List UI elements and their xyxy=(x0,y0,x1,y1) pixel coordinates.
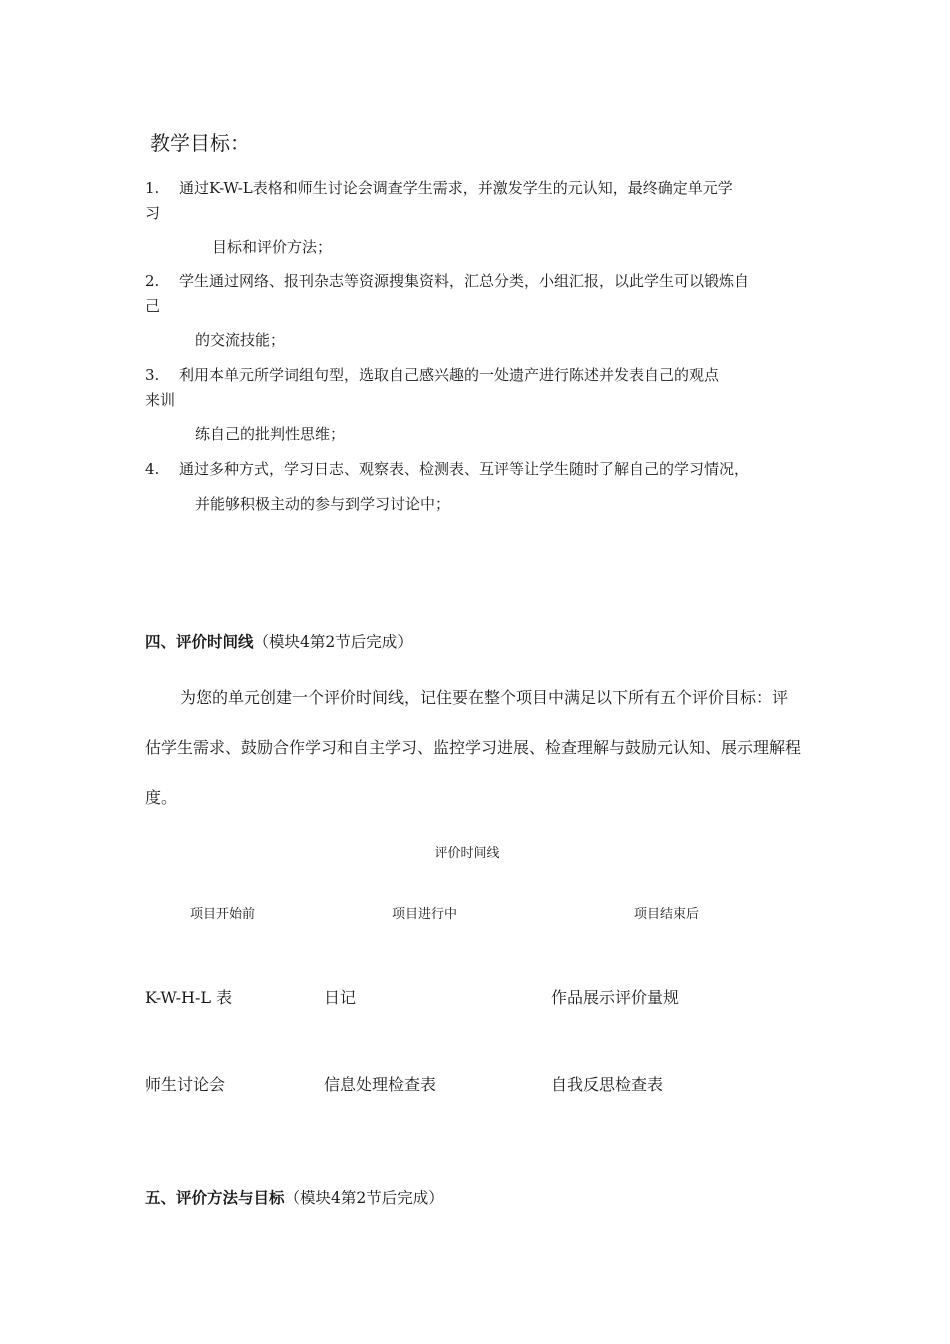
goal-item-2-number: 2. xyxy=(145,272,160,290)
goal-item-1-line2: 目标和评价方法； xyxy=(212,238,333,256)
timeline-row-2-during: 信息处理检查表 xyxy=(324,1075,437,1094)
goals-title: 教学目标： xyxy=(150,131,250,155)
section-4-heading-text: 四、评价时间线 xyxy=(145,632,254,651)
section-5-heading xyxy=(145,1186,444,1208)
goal-item-2-text: 学生通过网络、报刊杂志等资源搜集资料，汇总分类，小组汇报，以此学生可以锻炼自 xyxy=(179,272,750,290)
goal-item-3-wrap: 来训 xyxy=(145,391,176,409)
section-4-para-line-3: 度。 xyxy=(145,788,178,807)
goal-item-4-line2: 并能够积极主动的参与到学习讨论中； xyxy=(195,495,451,513)
timeline-row-1-after: 作品展示评价量规 xyxy=(551,988,680,1007)
section-4-para-line-1: 为您的单元创建一个评价时间线，记住要在整个项目中满足以下所有五个评价目标：评 xyxy=(180,688,789,707)
goal-item-1-number: 1. xyxy=(145,179,160,197)
section-5-heading-text: 五、评价方法与目标 xyxy=(145,1188,285,1207)
section-4-heading-note: （模块4第2节后完成） xyxy=(253,633,413,651)
timeline-row-1-before: K-W-H-L 表 xyxy=(145,988,233,1007)
goal-item-4-line1 xyxy=(145,458,749,479)
timeline-column-during: 项目进行中 xyxy=(392,907,458,922)
goal-item-2-wrap: 己 xyxy=(145,297,161,315)
goal-item-3-line1 xyxy=(145,364,719,385)
timeline-row-2-before: 师生讨论会 xyxy=(145,1075,226,1094)
goal-item-3-number: 3. xyxy=(145,366,160,384)
goal-item-1-wrap: 习 xyxy=(145,204,161,222)
section-4-para-line-2: 估学生需求、鼓励合作学习和自主学习、监控学习进展、检查理解与鼓励元认知、展示理解程 xyxy=(145,738,802,757)
goal-item-4-number: 4. xyxy=(145,460,160,478)
section-5-heading-note: （模块4第2节后完成） xyxy=(284,1189,444,1207)
timeline-column-before: 项目开始前 xyxy=(190,907,256,922)
timeline-row-2-after: 自我反思检查表 xyxy=(551,1075,664,1094)
goal-item-3-line2: 练自己的批判性思维； xyxy=(195,425,346,443)
goal-item-2-line2: 的交流技能； xyxy=(195,331,286,349)
timeline-column-after: 项目结束后 xyxy=(634,907,700,922)
section-4-heading xyxy=(145,630,413,652)
goal-item-2-line1 xyxy=(145,270,749,291)
goal-item-3-text: 利用本单元所学词组句型，选取自己感兴趣的一处遗产进行陈述并发表自己的观点 xyxy=(179,366,720,384)
goal-item-4-text: 通过多种方式，学习日志、观察表、检测表、互评等让学生随时了解自己的学习情况， xyxy=(179,460,750,478)
goal-item-1-line1 xyxy=(145,177,733,198)
timeline-row-1-during: 日记 xyxy=(324,988,357,1007)
timeline-title: 评价时间线 xyxy=(434,846,500,861)
goal-item-1-text: 通过K-W-L表格和师生讨论会调查学生需求，并激发学生的元认知，最终确定单元学 xyxy=(179,179,733,197)
